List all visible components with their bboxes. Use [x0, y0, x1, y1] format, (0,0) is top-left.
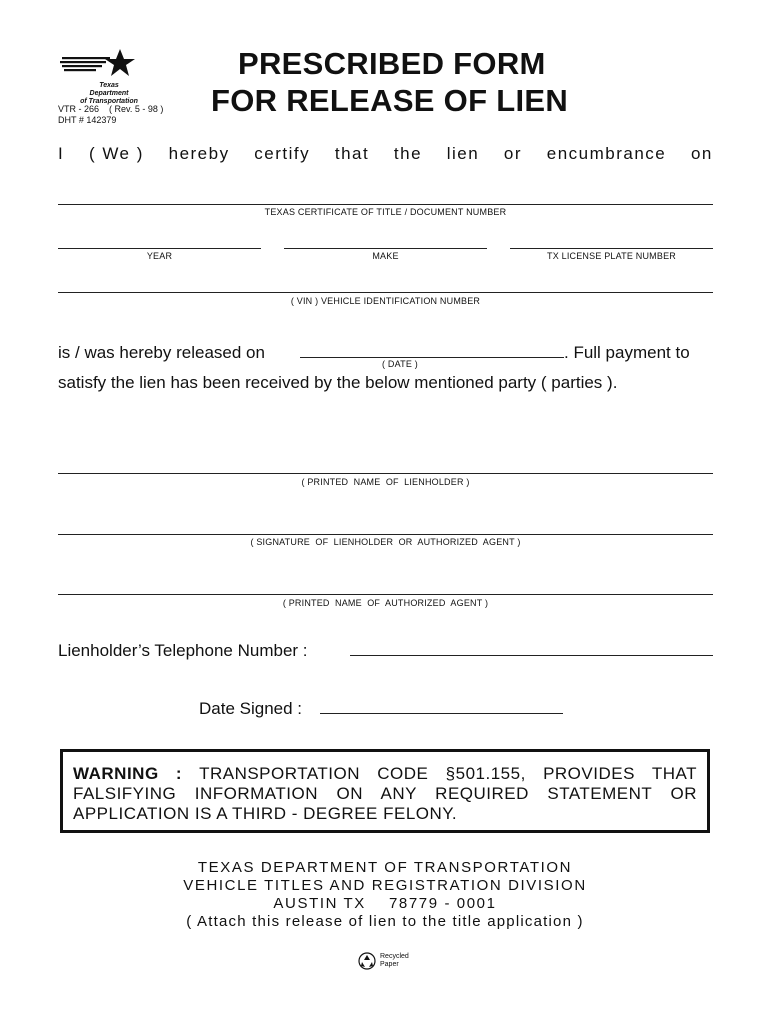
signature-field[interactable] — [58, 534, 713, 535]
footer-division: VEHICLE TITLES AND REGISTRATION DIVISION — [183, 877, 587, 894]
released-on-text: is / was hereby released on — [58, 343, 265, 362]
page-title-line1: PRESCRIBED FORM — [238, 46, 546, 81]
agent-name-label: ( PRINTED NAME OF AUTHORIZED AGENT ) — [282, 598, 489, 608]
certify-word: encumbrance — [546, 144, 667, 163]
form-number: VTR - 266 ( Rev. 5 - 98 ) — [58, 104, 164, 114]
full-payment-text: . Full payment to — [564, 343, 690, 362]
title-number-label: TEXAS CERTIFICATE OF TITLE / DOCUMENT NUMBER — [264, 207, 507, 217]
logo-speed-lines — [60, 57, 110, 71]
year-field[interactable] — [58, 248, 261, 249]
recycled-paper-text: Recycled Paper — [380, 953, 409, 968]
warning-label: WARNING : — [73, 764, 183, 783]
page-title-line2: FOR RELEASE OF LIEN — [211, 83, 569, 118]
certify-word: ( We ) — [88, 144, 144, 163]
warning-line-1: TRANSPORTATION CODE §501.155, PROVIDES THAT — [199, 764, 698, 783]
certify-word: that — [334, 144, 370, 163]
date-signed-field[interactable] — [320, 713, 563, 714]
certify-word: certify — [254, 144, 311, 163]
lienholder-name-field[interactable] — [58, 473, 713, 474]
footer-agency: TEXAS DEPARTMENT OF TRANSPORTATION — [197, 859, 573, 876]
plate-field[interactable] — [510, 248, 713, 249]
certify-word: I — [58, 144, 65, 163]
make-field[interactable] — [284, 248, 487, 249]
dht-number: DHT # 142379 — [58, 115, 117, 125]
certify-word: or — [503, 144, 523, 163]
vin-field[interactable] — [58, 292, 713, 293]
lienholder-name-label: ( PRINTED NAME OF LIENHOLDER ) — [301, 477, 470, 487]
certify-word: on — [690, 144, 713, 163]
star-icon — [105, 49, 135, 76]
recycle-icon — [358, 952, 376, 970]
satisfy-text: satisfy the lien has been received by the below mentioned party ( parties ). — [58, 373, 618, 392]
warning-line-3: APPLICATION IS A THIRD - DEGREE FELONY. — [73, 804, 458, 823]
telephone-label: Lienholder’s Telephone Number : — [58, 641, 308, 660]
signature-label: ( SIGNATURE OF LIENHOLDER OR AUTHORIZED AGENT ) — [250, 537, 521, 547]
warning-box — [60, 749, 710, 833]
telephone-field[interactable] — [350, 655, 713, 656]
certify-word: the — [393, 144, 423, 163]
footer-instruction: ( Attach this release of lien to the title application ) — [186, 913, 584, 930]
agent-name-field[interactable] — [58, 594, 713, 595]
logo-text: Texas Department of Transportation — [80, 82, 138, 105]
certify-statement — [58, 144, 713, 164]
warning-line-2: FALSIFYING INFORMATION ON ANY REQUIRED STATEMENT OR — [73, 784, 697, 803]
release-date-label: ( DATE ) — [382, 359, 418, 369]
certify-word: hereby — [168, 144, 230, 163]
title-number-field[interactable] — [58, 204, 713, 205]
certify-word: lien — [446, 144, 480, 163]
footer-address: AUSTIN TX 78779 - 0001 — [273, 895, 497, 912]
plate-label: TX LICENSE PLATE NUMBER — [547, 251, 676, 261]
make-label: MAKE — [372, 251, 399, 261]
release-date-field[interactable] — [300, 357, 564, 358]
vin-label: ( VIN ) VEHICLE IDENTIFICATION NUMBER — [290, 296, 481, 306]
date-signed-label: Date Signed : — [199, 699, 303, 718]
year-label: YEAR — [146, 251, 173, 261]
